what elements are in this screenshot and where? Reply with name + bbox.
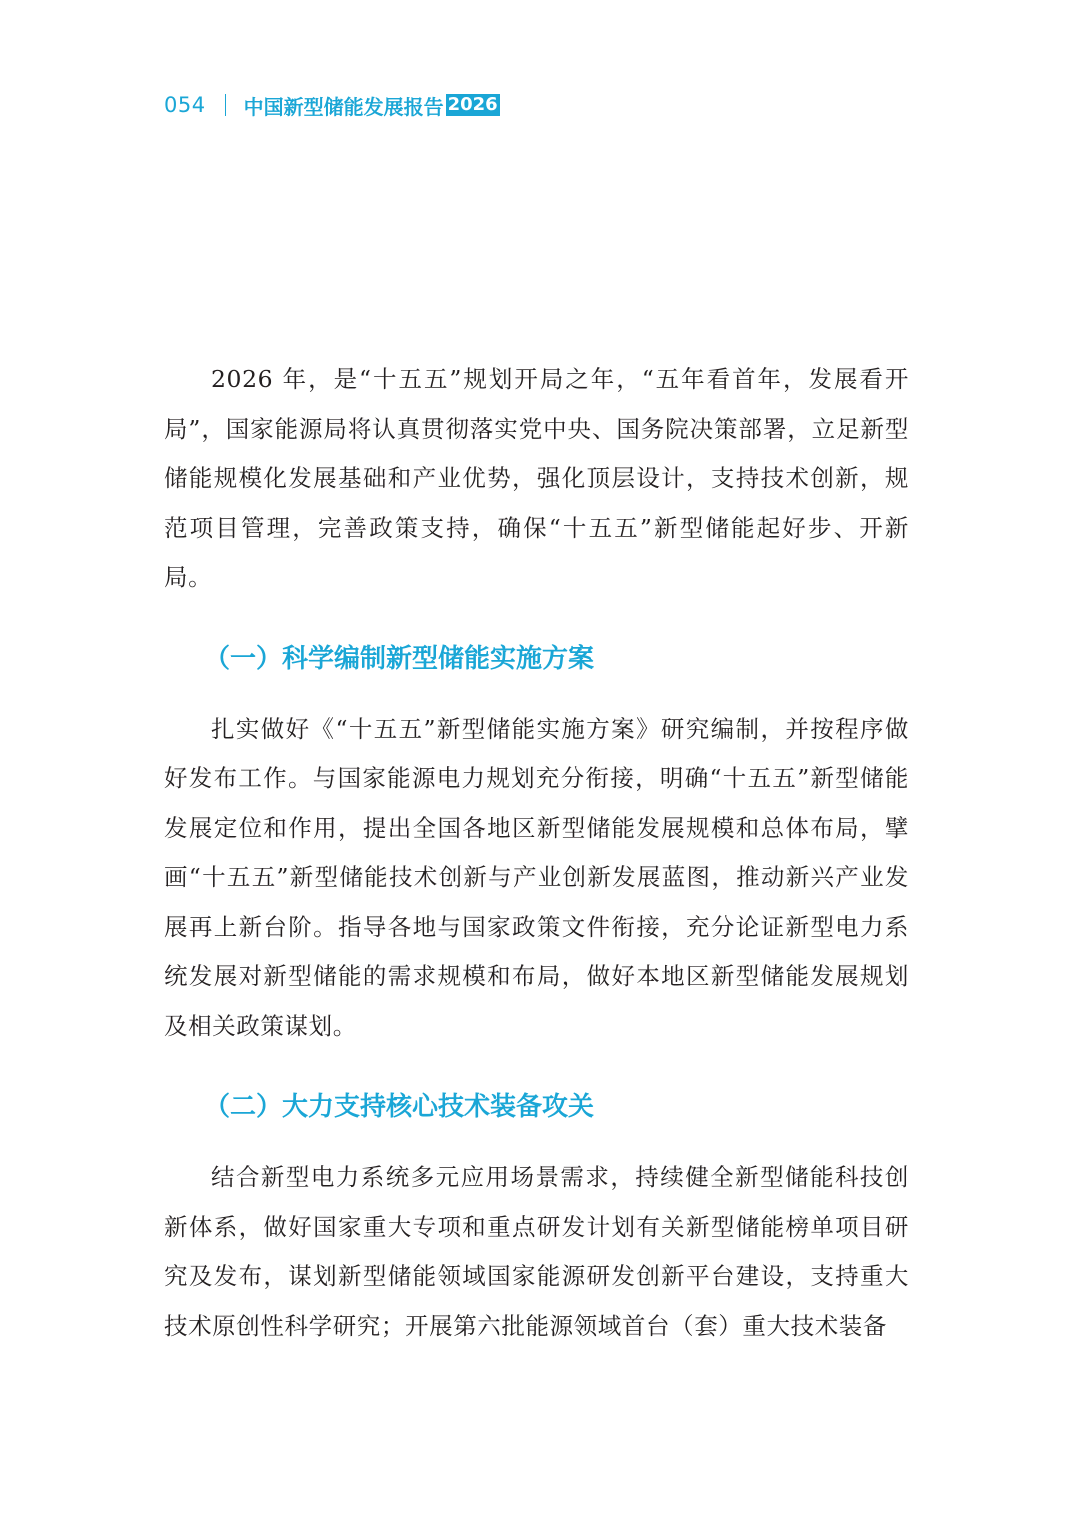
section-heading-1: （一）科学编制新型储能实施方案 bbox=[204, 643, 595, 674]
page-body bbox=[164, 355, 909, 1351]
page-number: 054 bbox=[164, 93, 206, 117]
section-1-paragraph: 扎实做好《“十五五”新型储能实施方案》研究编制，并按程序做好发布工作。与国家能源电力规划充分衔接，明确“十五五”新型储能发展定位和作用，提出全国各地区新型储能发展规模和总体布局，擘画“十五五”新型储能技术创新与产业创新发展蓝图，推动新兴产业发展再上新台阶。指导各地与国家政策文件衔接，充分论证新型电力系统发展对新型储能的需求规模和布局，做好本地区新型储能发展规划及相关政策谋划。 bbox=[164, 714, 909, 1040]
intro-paragraph: 2026 年，是“十五五”规划开局之年，“五年看首年，发展看开局”，国家能源局将认真贯彻落实党中央、国务院决策部署，立足新型储能规模化发展基础和产业优势，强化顶层设计，支持技术创新，规范项目管理，完善政策支持，确保“十五五”新型储能起好步、开新局。 bbox=[164, 365, 909, 591]
section-heading-2: （二）大力支持核心技术装备攻关 bbox=[204, 1092, 595, 1122]
header-divider bbox=[225, 94, 226, 116]
report-title: 中国新型储能发展报告 bbox=[243, 94, 444, 119]
report-year-badge: 2026 bbox=[447, 94, 498, 115]
page-header bbox=[164, 90, 500, 120]
section-2-paragraph: 结合新型电力系统多元应用场景需求，持续健全新型储能科技创新体系，做好国家重大专项和重点研发计划有关新型储能榜单项目研究及发布，谋划新型储能领域国家能源研发创新平台建设，支持重大技术原创性科学研究；开展第六批能源领域首台（套）重大技术装备 bbox=[164, 1163, 909, 1340]
